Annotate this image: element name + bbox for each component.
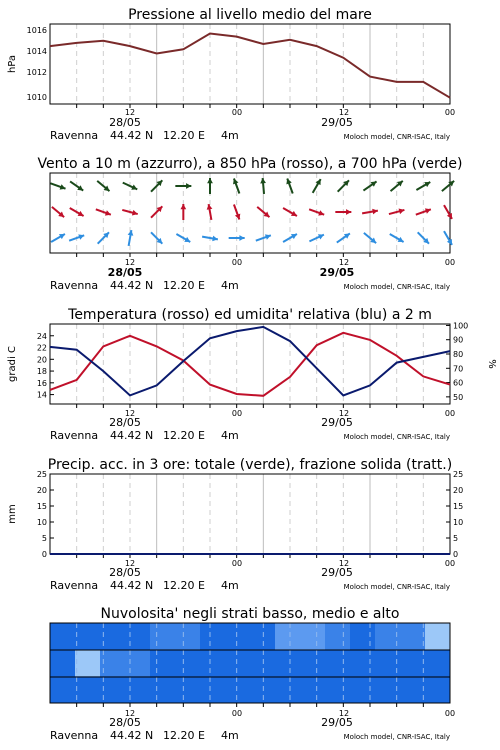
x-tick-label: 12: [124, 559, 136, 568]
wind-arrow-head: [239, 235, 244, 241]
cloud-cell: [150, 623, 176, 650]
x-tick-label: 00: [231, 258, 243, 267]
x-tick-label: 12: [124, 258, 136, 267]
wind-arrow: [50, 183, 65, 189]
wind-arrows: [50, 178, 454, 246]
cloud-cell: [225, 623, 251, 650]
pressure-ytick: 1014: [26, 47, 47, 56]
temperature-series-line: [50, 333, 450, 396]
location-elevation: 4m: [221, 429, 239, 442]
cloud-cell: [225, 650, 251, 677]
cloud-cell: [350, 623, 376, 650]
location-elevation: 4m: [221, 729, 239, 742]
pressure-ytick: 1010: [26, 93, 47, 102]
x-tick-label: 00: [444, 258, 456, 267]
model-credit: Moloch model, CNR-ISAC, Italy: [343, 133, 450, 141]
wind-title: Vento a 10 m (azzurro), a 850 hPa (rosso), a 700 hPa (verde): [37, 156, 463, 172]
model-credit: Moloch model, CNR-ISAC, Italy: [343, 283, 450, 291]
y-tick-label: 0: [41, 550, 47, 559]
cloud-cell: [75, 623, 101, 650]
cloud-cell: [425, 650, 451, 677]
y-tick-label: 15: [36, 502, 47, 511]
wind-arrow: [442, 181, 454, 191]
cloud-cell: [300, 650, 326, 677]
date-label: 28/05: [109, 566, 141, 579]
temperature-ylabel: gradi C: [7, 346, 18, 382]
date-label: 28/05: [109, 716, 141, 729]
cloud-cell: [325, 676, 351, 703]
wind-arrow-head: [207, 178, 213, 183]
y-tick-label: 5: [41, 534, 47, 543]
cloud-cell: [200, 650, 226, 677]
wind-arrow-head: [260, 178, 266, 183]
wind-arrow: [338, 180, 349, 191]
cloud-cell: [75, 676, 101, 703]
pressure-series-line: [50, 34, 450, 98]
wind-arrow: [128, 230, 134, 246]
cloud-cell: [250, 623, 276, 650]
cloud-cell: [175, 676, 201, 703]
x-tick-label: 12: [124, 409, 136, 418]
humidity-yticks: [446, 321, 468, 401]
y-tick-label: 10: [453, 518, 464, 527]
temperature-title: Temperatura (rosso) ed umidita' relativa (blu) a 2 m: [68, 307, 432, 323]
temperature-frame: [50, 324, 450, 404]
precipitation-ylabel: mm: [7, 504, 18, 524]
wind-arrow: [51, 234, 65, 242]
y-tick-label: 25: [36, 470, 47, 479]
location-line: [50, 729, 450, 742]
x-tick-label: 00: [231, 409, 243, 418]
cloud-cell: [200, 676, 226, 703]
x-tick-label: 00: [444, 559, 456, 568]
date-label: 29/05: [321, 566, 353, 579]
cloud-cell: [400, 650, 426, 677]
y-tick-label: 100: [453, 321, 469, 331]
wind-xaxis: [108, 258, 455, 279]
cloud-cell: [275, 623, 301, 650]
humidity-series-line: [50, 327, 450, 396]
wind-arrow: [418, 232, 429, 243]
cloud-cell: [125, 623, 151, 650]
pressure-ylabel: hPa: [7, 54, 18, 74]
x-tick-label: 00: [231, 559, 243, 568]
pressure-ytick: 1016: [26, 26, 47, 35]
cloud-cell: [125, 650, 151, 677]
pressure-gridlines: [77, 24, 424, 108]
y-tick-label: 15: [453, 502, 464, 511]
model-credit: Moloch model, CNR-ISAC, Italy: [343, 583, 450, 591]
location-lon: 12.20 E: [163, 279, 205, 292]
cloud-cell: [50, 623, 76, 650]
cloud-cell: [175, 650, 201, 677]
location-lat: 44.42 N: [110, 279, 154, 292]
location-elevation: 4m: [221, 579, 239, 592]
cloud-cell: [250, 676, 276, 703]
cloud-cell: [75, 650, 101, 677]
location-line: [50, 429, 450, 442]
y-tick-label: 14: [36, 390, 47, 400]
x-tick-label: 12: [124, 108, 136, 117]
y-tick-label: 24: [36, 331, 47, 341]
model-credit: Moloch model, CNR-ISAC, Italy: [343, 433, 450, 441]
location-elevation: 4m: [221, 129, 239, 142]
x-tick-label: 12: [338, 108, 350, 117]
temperature-xaxis: [109, 409, 455, 429]
location-name: Ravenna: [50, 579, 99, 592]
wind-arrow: [260, 178, 266, 194]
location-lat: 44.42 N: [110, 729, 154, 742]
precipitation-yticks: [37, 470, 54, 559]
wind-arrow: [98, 232, 109, 243]
y-tick-label: 50: [453, 392, 464, 402]
y-tick-label: 18: [36, 367, 47, 377]
wind-arrow: [234, 204, 240, 219]
cloud-cell: [400, 623, 426, 650]
date-label: 28/05: [109, 116, 141, 129]
precipitation-xaxis: [109, 559, 455, 579]
wind-arrow-head: [346, 209, 351, 215]
location-name: Ravenna: [50, 429, 99, 442]
cloud-cell: [50, 650, 76, 677]
cloud-cell: [150, 650, 176, 677]
wind-arrow-head: [180, 204, 186, 209]
pressure-ytick: 1012: [26, 68, 47, 77]
wind-arrow: [313, 179, 321, 193]
y-tick-label: 22: [36, 343, 47, 353]
location-line: [50, 279, 450, 292]
date-label: 29/05: [321, 716, 353, 729]
wind-arrow-head: [186, 183, 191, 189]
cloud-cell: [225, 676, 251, 703]
y-tick-label: 16: [36, 378, 47, 388]
location-lat: 44.42 N: [110, 579, 154, 592]
y-tick-label: 20: [36, 486, 47, 495]
date-label: 28/05: [107, 266, 143, 279]
location-name: Ravenna: [50, 129, 99, 142]
x-tick-label: 12: [124, 709, 136, 718]
cloud-cell: [300, 676, 326, 703]
cloud-cell: [200, 623, 226, 650]
x-tick-label: 12: [338, 559, 350, 568]
y-tick-label: 5: [453, 534, 459, 543]
y-tick-label: 25: [453, 470, 464, 479]
precipitation-title: Precip. acc. in 3 ore: totale (verde), frazione solida (tratt.): [47, 457, 453, 473]
cloud-cell: [275, 650, 301, 677]
cloud-cell: [250, 650, 276, 677]
wind-arrow: [337, 233, 350, 242]
x-tick-label: 00: [444, 108, 456, 117]
wind-arrow: [444, 231, 452, 245]
y-tick-label: 90: [453, 335, 464, 345]
cloud-cell: [425, 676, 451, 703]
cloud-cell: [275, 676, 301, 703]
cloud-cell: [325, 650, 351, 677]
cloud-xaxis: [109, 709, 455, 729]
date-label: 29/05: [321, 116, 353, 129]
wind-arrow: [52, 207, 64, 217]
wind-panel: [37, 156, 462, 292]
cloud-cell: [425, 623, 451, 650]
cloud-cell: [325, 623, 351, 650]
y-tick-label: 70: [453, 364, 464, 374]
date-label: 29/05: [319, 266, 355, 279]
precipitation-yticks-right: [446, 470, 463, 559]
y-tick-label: 20: [36, 355, 47, 365]
x-tick-label: 00: [231, 108, 243, 117]
cloud-cell: [150, 676, 176, 703]
location-name: Ravenna: [50, 279, 99, 292]
cloud-cell: [50, 676, 76, 703]
cloud-cell: [350, 676, 376, 703]
date-label: 29/05: [321, 416, 353, 429]
date-label: 28/05: [109, 416, 141, 429]
cloud-cell: [125, 676, 151, 703]
x-tick-label: 00: [444, 409, 456, 418]
location-line: [50, 129, 450, 142]
y-tick-label: 80: [453, 350, 464, 359]
pressure-xaxis: [109, 108, 455, 129]
pressure-frame: [50, 24, 450, 104]
wind-arrow: [444, 205, 452, 219]
location-lon: 12.20 E: [163, 429, 205, 442]
y-tick-label: 0: [453, 550, 459, 559]
cloud-title: Nuvolosita' negli strati basso, medio e alto: [100, 606, 400, 622]
location-lat: 44.42 N: [110, 129, 154, 142]
cloud-cell: [350, 650, 376, 677]
wind-arrow: [180, 204, 186, 220]
location-lat: 44.42 N: [110, 429, 154, 442]
x-tick-label: 00: [444, 709, 456, 718]
pressure-panel: [7, 7, 455, 142]
cloud-cell: [300, 623, 326, 650]
precipitation-frame: [50, 474, 450, 554]
cloud-cell: [400, 676, 426, 703]
location-lon: 12.20 E: [163, 129, 205, 142]
humidity-ylabel: %: [486, 359, 497, 369]
wind-arrow: [207, 178, 213, 194]
location-line: [50, 579, 450, 592]
precipitation-gridlines: [77, 474, 424, 558]
wind-arrow: [207, 204, 213, 220]
location-name: Ravenna: [50, 729, 99, 742]
location-lon: 12.20 E: [163, 729, 205, 742]
x-tick-label: 00: [231, 709, 243, 718]
y-tick-label: 60: [453, 378, 464, 388]
x-tick-label: 12: [338, 709, 350, 718]
cloud-heatmap-cells: [50, 623, 451, 704]
temperature-panel: [7, 307, 497, 442]
pressure-title: Pressione al livello medio del mare: [128, 7, 372, 23]
location-lon: 12.20 E: [163, 579, 205, 592]
x-tick-label: 12: [338, 258, 350, 267]
precipitation-panel: [7, 457, 463, 592]
location-elevation: 4m: [221, 279, 239, 292]
cloud-cell: [175, 623, 201, 650]
x-tick-label: 12: [338, 409, 350, 418]
model-credit: Moloch model, CNR-ISAC, Italy: [343, 733, 450, 741]
y-tick-label: 10: [36, 518, 47, 527]
cloud-panel: [50, 606, 455, 742]
y-tick-label: 20: [453, 486, 464, 495]
